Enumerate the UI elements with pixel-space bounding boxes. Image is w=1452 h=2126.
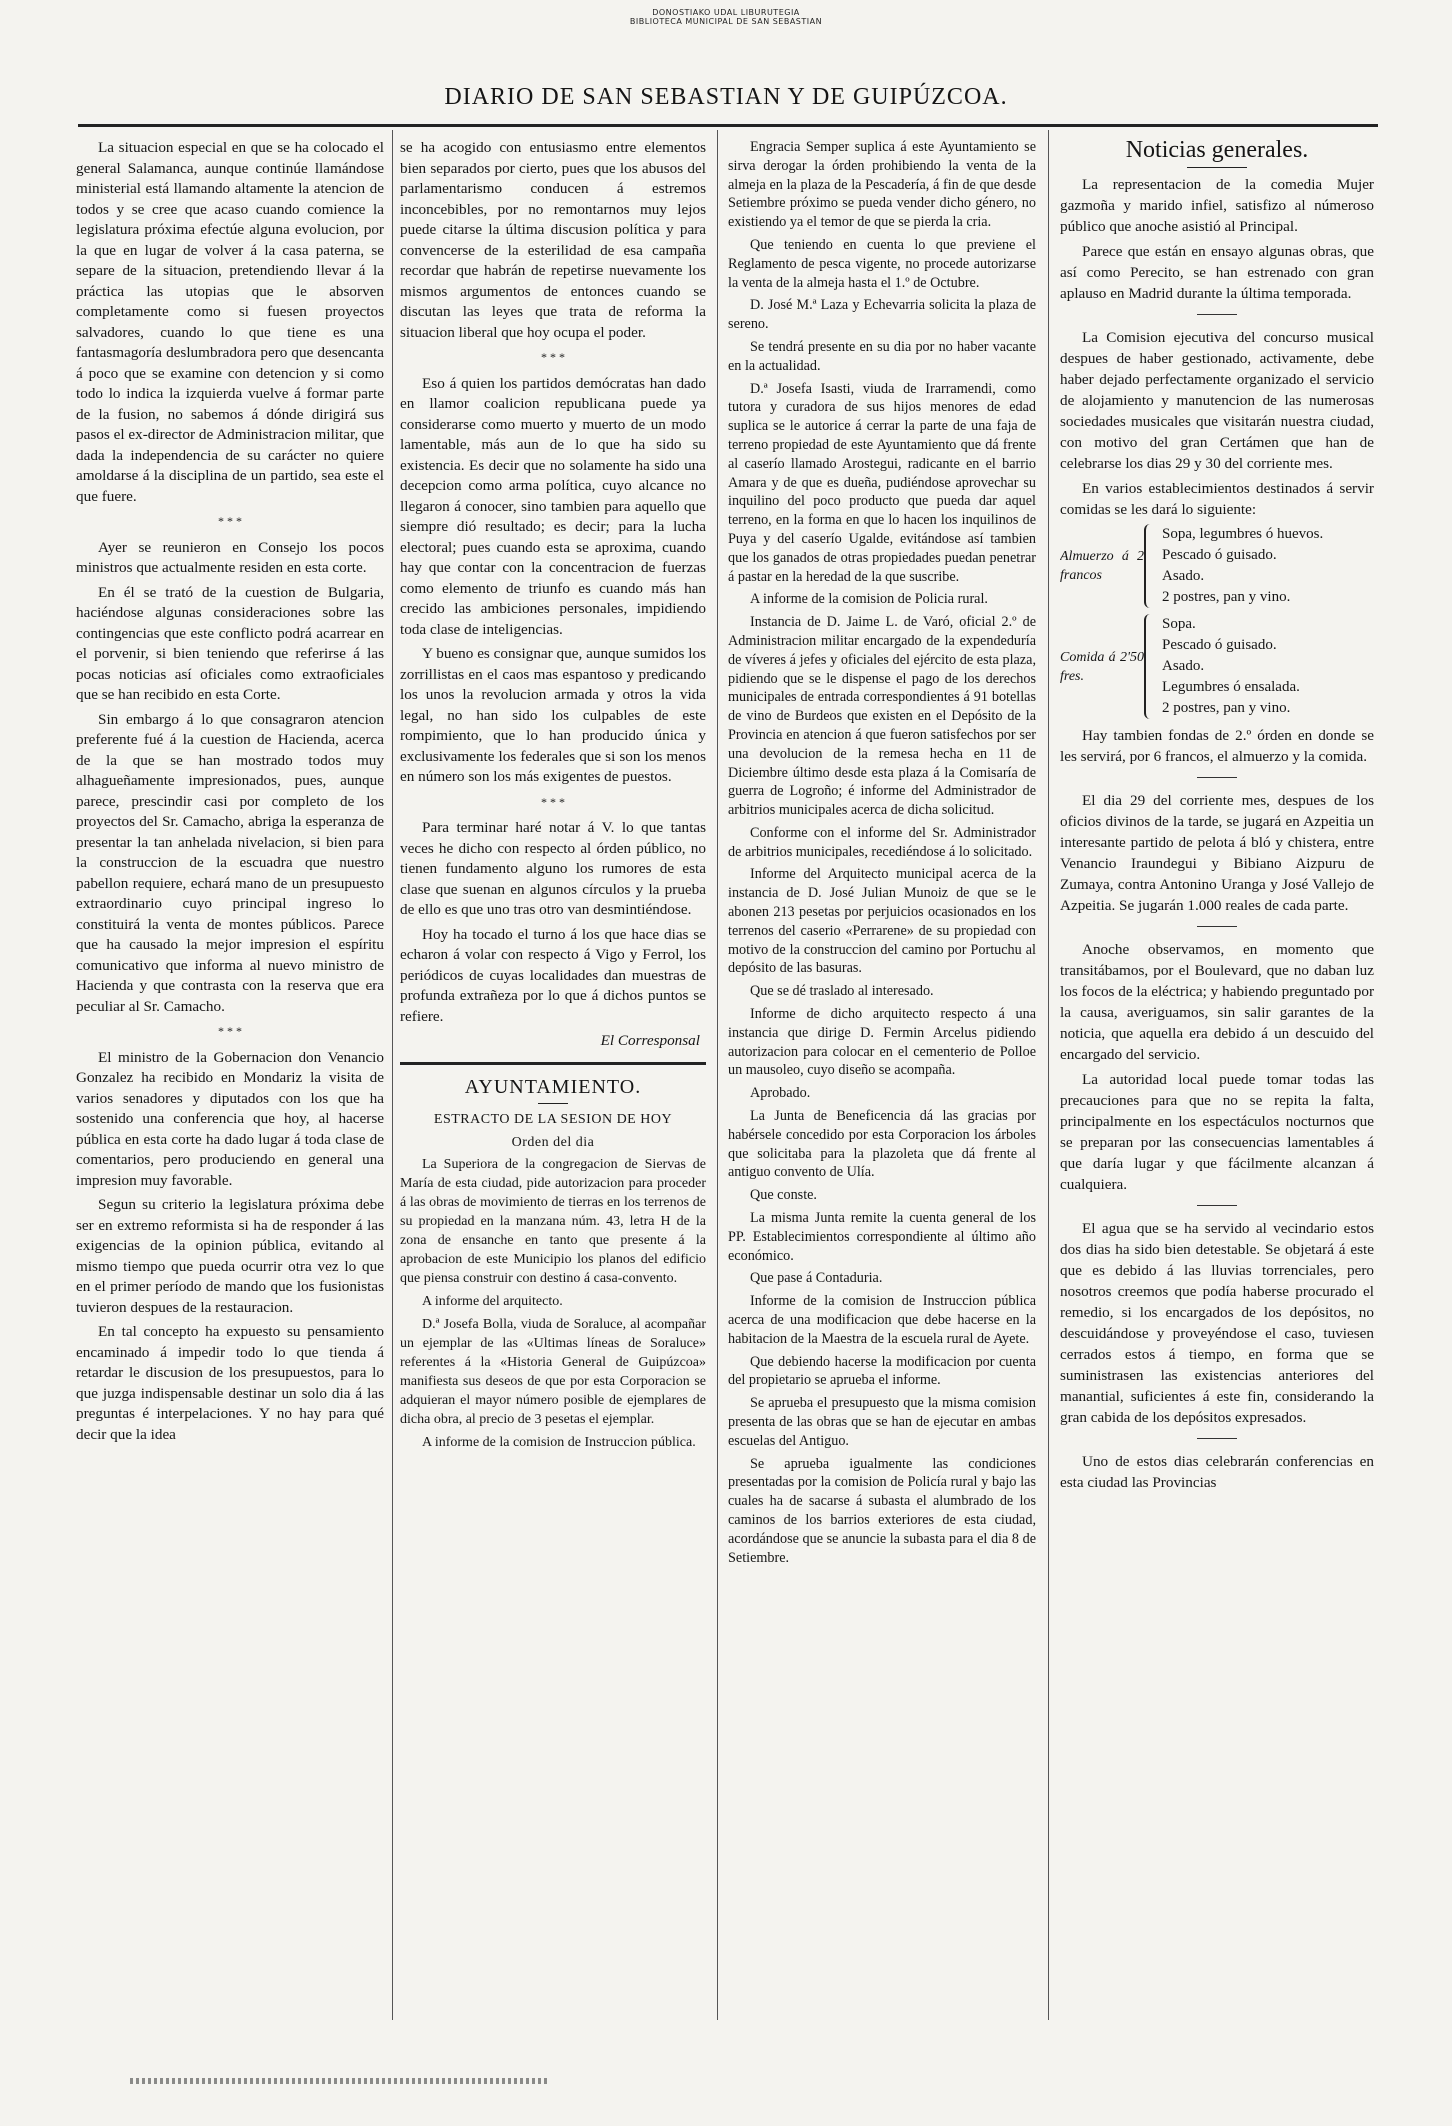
section-title: AYUNTAMIENTO.	[464, 1075, 642, 1098]
column-3	[728, 138, 1036, 2018]
signature: El Corresponsal	[600, 1032, 700, 1049]
paragraph: se ha acogido con entusiasmo entre elementos bien separados por cierto, pues que los abusos del parlamentarismo conducen á estremos inconcebibles, por no remontarnos muy lejos puede citarse la última discusion política y para convencerse de la esterilidad de esa campaña recordar que habrán de repetirse nuevamente los mismos argumentos de entonces cuando se discutan las leyes que trata de reforma la situacion liberal que hoy ocupa el poder.	[400, 139, 706, 341]
paragraph: Segun su criterio la legislatura próxima debe ser en extremo reformista si ha de responder á las exigencias de la opinion pública, evitando al mismo tiempo que pueda ocurrir otra vez lo que en el primer período de mando que los fusionistas tuvieron despues de la restauracion.	[76, 1196, 384, 1316]
paragraph: El dia 29 del corriente mes, despues de los oficios divinos de la tarde, se jugará en Azpeitia un interesante partido de pelota á bló y chistera, entre Venancio Iraundegui y Bibiano Aizpuru de Zumaya, contra Antonino Uranga y José Vallejo de Azpeitia. Se jugarán 1.000 reales de cada parte.	[1060, 792, 1374, 914]
paragraph: La situacion especial en que se ha colocado el general Salamanca, aunque continúe llamándose ministerial está llamando altamente la atencion de todos y se cree que acaso cuando comience la legislatura próxima efectúe alguna evolucion, por la que en lugar de volver á la casa paterna, se separe de la situacion, pretendiendo llevar á la práctica las utopias que le absorven completamente como si fuesen proyectos salvadores, cuando lo que tiene es una fantasmagoría deslumbradora pero que desencanta á poco que se examine con detencion y si como todo lo indica la izquierda vuelve á formar parte de la fusion, no sabemos á dónde dirigirá sus pasos el ex-director de Administracion militar, que dada la independencia de su carácter no quiere amoldarse á la disciplina de un partido, sea este el que fuere.	[76, 139, 384, 505]
paragraph: Instancia de D. Jaime L. de Varó, oficial 2.º de Administracion militar encargado de la expendeduría de víveres á jefes y oficiales del ejército de esta plaza, pidiendo que se le dispense el pago de los derechos municipales de entrada correspondientes á 91 botellas de vino de Burdeos que existen en el Depósito de la Provincia en atencion á que fueron satisfechos por ser una devolucion de la remesa hecha en 11 de Diciembre último desde esta plaza á la Comisaría de guerra de Logroño; é informe del Administrador de arbitrios municipales acerca de dicha solicitud.	[728, 614, 1036, 819]
section-break: * * *	[541, 350, 565, 364]
menu-item: Legumbres ó ensalada.	[1162, 679, 1300, 695]
paragraph: Que debiendo hacerse la modificacion por cuenta del propietario se aprueba el informe.	[728, 1353, 1036, 1389]
divider	[1197, 926, 1237, 927]
menu-almuerzo	[1060, 524, 1374, 608]
paragraph: Se aprueba el presupuesto que la misma comision presenta de las obras que se han de ejecutar en ambas escuelas del Antiguo.	[728, 1395, 1036, 1449]
menu-item: Asado.	[1162, 568, 1205, 584]
menu-item: Pescado ó guisado.	[1162, 547, 1277, 563]
print-artifact	[130, 2078, 550, 2084]
paragraph: Eso á quien los partidos demócratas han dado en llamor coalicion republicana puede ya considerarse como muerto y muerto de un modo lamentable, más aun de lo que ha sido su existencia. Es decir que no solamente ha sido una decepcion como arma política, cuyo alcance no llegaron á conocer, sino tambien para aquello que siempre dió resultado; es decir; para la lucha electoral; pues cuando esta se aproxima, cuando hay que contar con la concentracion de fuerzas como elemento de triunfo es cuando más han crecido las ambiciones personales, impidiendo toda clase de inteligencias.	[400, 374, 706, 638]
paragraph: D.ª Josefa Bolla, viuda de Soraluce, al acompañar un ejemplar de las «Ultimas líneas de Soraluce» referentes á la «Historia General de Guipúzcoa» manifiesta sus deseos de que por esta Corporacion se adquieran el mayor número posible de ejemplares de dicha obra, al precio de 3 pesetas el ejemplar.	[400, 1317, 706, 1427]
paragraph: Engracia Semper suplica á este Ayuntamiento se sirva derogar la órden prohibiendo la venta de la almeja en la plaza de la Pescadería, á fin de que desde Setiembre próximo se pueda vender dicho género, no existiendo ya el temor de que se pierda la cria.	[728, 139, 1036, 231]
paragraph: Que pase á Contaduria.	[750, 1270, 883, 1287]
menu-item: Sopa.	[1162, 616, 1196, 632]
paragraph: La autoridad local puede tomar todas las precauciones para que no se repita la falta, principalmente en los espectáculos nocturnos que se preparan por las consecuencias lamentables á que daría lugar y que fácilmente alcanzan á cualquiera.	[1060, 1071, 1374, 1193]
menu-item: 2 postres, pan y vino.	[1162, 700, 1291, 716]
paragraph: Se aprueba igualmente las condiciones presentadas por la comision de Policía rural y bajo las cuales ha de sacarse á subasta el alumbrado de los caminos de los barrios exteriores de esta ciudad, acordándose que se anuncie la subasta para el dia 8 de Setiembre.	[728, 1455, 1036, 1566]
paragraph: La misma Junta remite la cuenta general de los PP. Establecimientos correspondiente al último año económico.	[728, 1210, 1036, 1264]
paragraph: Hay tambien fondas de 2.º órden en donde se les servirá, por 6 francos, el almuerzo y la comida.	[1060, 727, 1374, 765]
paragraph: A informe de la comision de Policia rural.	[750, 591, 988, 608]
paragraph: La Comision ejecutiva del concurso musical despues de haber gestionado, activamente, debe haber dejado perfectamente organizado el servicio de alojamiento y manutencion de las numerosas sociedades musicales que visitarán nuestra ciudad, con motivo del gran Certámen que han de celebrarse los dias 29 y 30 del corriente mes.	[1060, 329, 1374, 472]
masthead: DIARIO DE SAN SEBASTIAN Y DE GUIPÚZCOA.	[444, 84, 1008, 110]
paragraph: Para terminar haré notar á V. lo que tantas veces he dicho con respecto al órden público, no tienen fundamento alguno los rumores de esta clase que suenan en algunos círculos y la prueba de ello es que uno tras otro van desmintiéndose.	[400, 819, 706, 918]
menu-label: Almuerzo á 2 francos	[1060, 549, 1144, 583]
column-divider	[717, 130, 718, 2020]
section-rule	[400, 1062, 706, 1065]
paragraph: Que conste.	[750, 1187, 817, 1204]
divider	[1197, 314, 1237, 315]
paragraph: Conforme con el informe del Sr. Administrador de arbitrios municipales, recediéndose á lo solicitado.	[728, 824, 1036, 860]
stamp-line-1: DONOSTIAKO UDAL LIBURUTEGIA	[652, 8, 800, 17]
paragraph: Que se dé traslado al interesado.	[750, 983, 934, 1000]
paragraph: El ministro de la Gobernacion don Venancio Gonzalez ha recibido en Mondariz la visita de varios senadores y diputados con los que ha sostenido una conferencia que hoy, al hacerse pública en esta corte ha dado lugar á toda clase de comentarios, pero produciendo en general una impresion muy favorable.	[76, 1048, 384, 1189]
paragraph: Que teniendo en cuenta lo que previene el Reglamento de pesca vigente, no procede autorizarse la venta de la almeja hasta el 1.º de Octubre.	[728, 236, 1036, 291]
library-stamp	[0, 8, 1452, 26]
menu-item: 2 postres, pan y vino.	[1162, 589, 1291, 605]
stamp-line-2: BIBLIOTECA MUNICIPAL DE SAN SEBASTIAN	[629, 17, 823, 26]
paragraph: Y bueno es consignar que, aunque sumidos los zorrillistas en el caos mas espantoso y predicando los unos la revolucion armada y otros la vida legal, no han sido los culpables de este rompimiento, que lo han producido única y exclusivamente los federales que si son los menos en número son los más exigentes de puestos.	[400, 645, 706, 785]
section-subtitle: ESTRACTO DE LA SESION DE HOY	[433, 1112, 673, 1127]
section-break: * * *	[218, 1024, 242, 1038]
menu-comida	[1060, 614, 1374, 719]
divider	[1197, 777, 1237, 778]
paragraph: La Superiora de la congregacion de Siervas de María de esta ciudad, pide autorizacion para proceder á las obras de movimiento de tierras en los terrenos de su propiedad en la manzana núm. 43, letra H de la zona de ensanche en tanto que presente á la aprobacion de este Municipio los planos del edificio que piensa construir con destino á casa-convento.	[400, 1157, 706, 1286]
paragraph: Informe de dicho arquitecto respecto á una instancia que dirige D. Fermin Arcelus pidiendo autorizacion para colocar en el cementerio de Polloe un mausoleo, cuyo diseño se acompaña.	[728, 1006, 1036, 1079]
paragraph: En varios establecimientos destinados á servir comidas se les dará lo siguiente:	[1060, 480, 1374, 518]
paragraph: Parece que están en ensayo algunas obras, que así como Perecito, se han estrenado con gran aplauso en Madrid durante la última temporada.	[1060, 243, 1374, 302]
paragraph: La Junta de Beneficencia dá las gracias por habérsele concedido por esta Corporacion los árboles que solicitaba para la plazoleta que dá frente al antiguo convento de Ulía.	[728, 1108, 1036, 1181]
column-divider	[1048, 130, 1049, 2020]
paragraph: D. José M.ª Laza y Echevarria solicita la plaza de sereno.	[728, 297, 1036, 333]
paragraph: Ayer se reunieron en Consejo los pocos ministros que actualmente residen en esta corte.	[76, 538, 384, 576]
paragraph: Informe de la comision de Instruccion pública acerca de una modificacion que debe hacerse en la habitacion de la Maestra de la escuela rural de Ayete.	[728, 1293, 1036, 1347]
brace-icon	[1144, 614, 1156, 719]
order-of-day: Orden del dia	[511, 1134, 595, 1150]
divider	[1197, 1205, 1237, 1206]
paragraph: A informe del arquitecto.	[422, 1294, 563, 1309]
menu-item: Sopa, legumbres ó huevos.	[1162, 526, 1324, 542]
menu-item: Pescado ó guisado.	[1162, 637, 1277, 653]
divider	[538, 1103, 568, 1104]
menu-item: Asado.	[1162, 658, 1205, 674]
paragraph: En tal concepto ha expuesto su pensamiento encaminado á impedir todo lo que tienda á retardar le discusion de los presupuestos, para lo que juzga indispensable destinar un solo dia á las preguntas é interpelaciones. Y no hay para qué decir que la idea	[76, 1323, 384, 1443]
header-rule	[78, 124, 1378, 127]
paragraph: Uno de estos dias celebrarán conferencias en esta ciudad las Provincias	[1060, 1453, 1374, 1491]
section-break: * * *	[541, 794, 565, 809]
paragraph: Aprobado.	[750, 1085, 811, 1102]
paragraph: Anoche observamos, en momento que transitábamos, por el Boulevard, que no daban luz los focos de la eléctrica; y habiendo preguntado por la causa, averiguamos, sin salir garantes de la noticia, que aquella era debido á un descuido del encargado del servicio.	[1060, 941, 1374, 1063]
paragraph: Hoy ha tocado el turno á los que hace dias se echaron á volar con respecto á Vigo y Ferrol, los periódicos de cuyas localidades dan muestras de profunda extrañeza por lo que á dichos puntos se refiere.	[400, 925, 706, 1025]
paragraph: El agua que se ha servido al vecindario estos dos dias ha sido bien detestable. Se objetará á este que es debido á las lluvias torrenciales, pero nosotros creemos que podía haberse procurado el remedio, si los encargados de los depósitos, no descuidándose y proveyéndose el caso, tuviesen cerrados estos á tiempo, en forma que se suministrasen las existencias anteriores del manantial, suficientes á este fin, considerando la gran cabida de los depósitos expresados.	[1060, 1220, 1374, 1426]
divider	[1187, 167, 1247, 168]
news-section-title: Noticias generales.	[1125, 138, 1309, 163]
paragraph: Se tendrá presente en su dia por no haber vacante en la actualidad.	[728, 338, 1036, 374]
paragraph: A informe de la comision de Instruccion pública.	[422, 1435, 696, 1450]
brace-icon	[1144, 524, 1156, 608]
paragraph: En él se trató de la cuestion de Bulgaria, haciéndose algunas consideraciones sobre las contingencias que este conflicto podrá acarrear en el porvenir, si bien teniendo que referirse á las pocas noticias así oficiales como extraoficiales que se han recibido en esta Corte.	[76, 583, 384, 703]
column-1	[76, 138, 384, 2018]
column-divider	[392, 130, 393, 2020]
paragraph: La representacion de la comedia Mujer gazmoña y marido infiel, satisfizo al númeroso público que anoche asistió al Principal.	[1060, 176, 1374, 235]
column-2	[400, 138, 706, 2018]
paragraph: D.ª Josefa Isasti, viuda de Irarramendi, como tutora y curadora de sus hijos menores de edad suplica se le autorice á cerrar la parte de una faja de terreno propiedad de este Ayuntamiento que dá frente al caserío llamado Arostegui, radicante en el barrio Amara y de que es dueña, pudiéndose aprovechar su inquilino del poco producto que pueda dar aquel terreno, en la forma en que lo hacen los inquilinos de Puya y del caserío Ugalde, evitándose así tambien que los ganados de otras propiedades puedan penetrar á pastar en la heredad de la que suscribe.	[728, 380, 1036, 585]
paragraph: Informe del Arquitecto municipal acerca de la instancia de D. José Julian Munoiz de que se le abonen 213 pesetas por perjuicios ocasionados en los terrenos del caserio «Perrarene» de su propiedad con motivo de la construccion del camino por Portuchu al depósito de las basuras.	[728, 866, 1036, 977]
section-break: * * *	[218, 514, 242, 528]
menu-label: Comida á 2'50 fres.	[1060, 649, 1144, 684]
divider	[1197, 1438, 1237, 1439]
column-4	[1060, 138, 1374, 2018]
paragraph: Sin embargo á lo que consagraron atencion preferente fué á la cuestion de Hacienda, acerca de la que se han mostrado todos muy alhagueñamente impresionados, pues, aunque parece, prescindir casi por completo de los proyectos del Sr. Camacho, abriga la esperanza de presentar la tan anhelada nivelacion, si bien para la construccion de la escuadra que nuestro pabellon requiere, echará mano de un presupuesto extraordinario cuyo principal ingreso lo constituirá la venta de montes públicos. Parece que ha causado la mejor impresion el espíritu comunicativo que informa al nuevo ministro de Hacienda y que contrasta con la reserva que era peculiar al Sr. Camacho.	[76, 710, 384, 1015]
